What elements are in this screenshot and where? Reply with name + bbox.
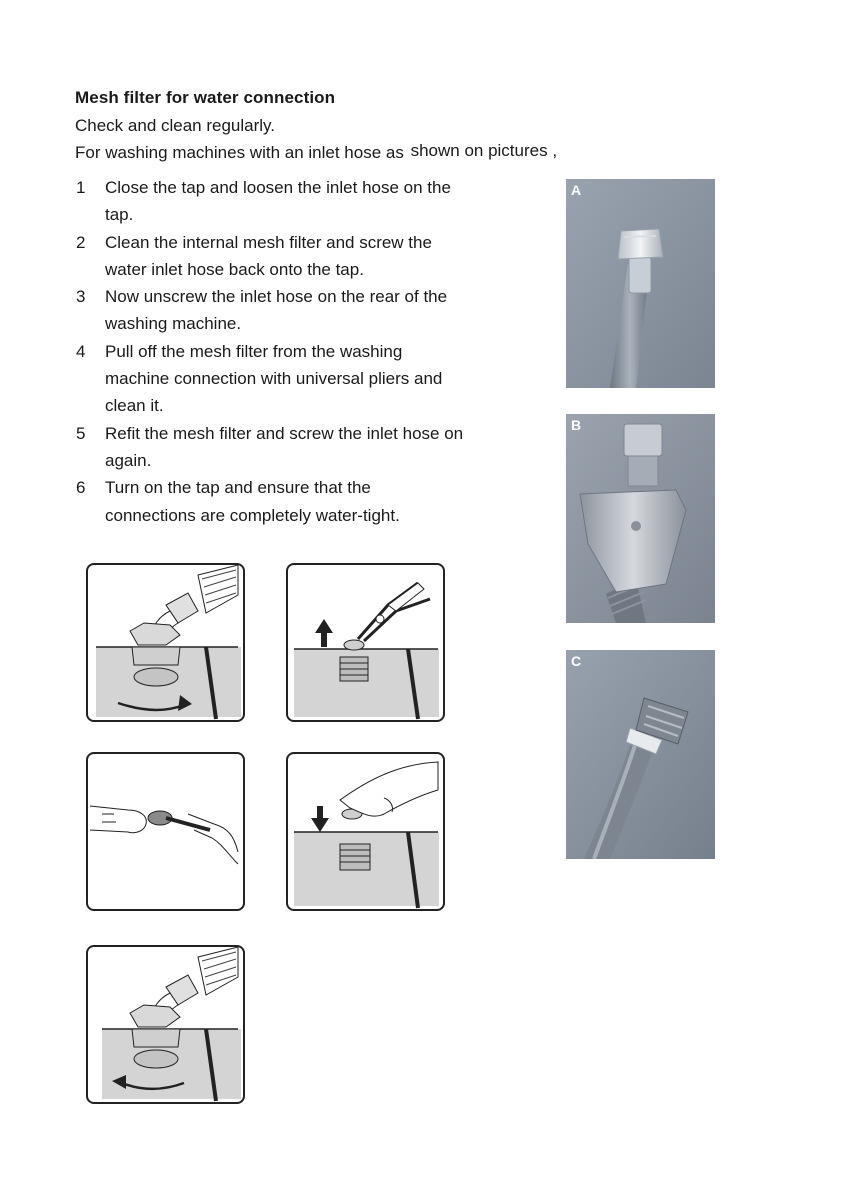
photo-label: C (571, 653, 582, 669)
photo-a (566, 179, 715, 388)
step-number: 2 (76, 232, 86, 252)
photo-b-image (566, 414, 715, 623)
step-number: 4 (76, 341, 86, 361)
refit-filter-drawing (288, 754, 443, 909)
step-item (76, 338, 476, 420)
step-item (76, 420, 476, 475)
instruction-steps (76, 174, 476, 529)
pliers-drawing (288, 565, 443, 720)
illustration-unscrew-hose (86, 563, 245, 722)
intro-washing-text (75, 143, 557, 163)
intro-washing-suffix: shown on pictures , (410, 141, 558, 160)
intro-check-text: Check and clean regularly. (75, 116, 276, 135)
step-text: Close the tap and loosen the inlet hose on the tap. (105, 178, 451, 225)
step-text: Pull off the mesh filter from the washing machine connection with universal pliers and clean it. (105, 341, 443, 416)
photo-label: B (571, 417, 582, 433)
illustration-refit-filter (286, 752, 445, 911)
screw-hose-drawing (88, 947, 243, 1102)
step-item (76, 229, 476, 284)
section-title: Mesh filter for water connection (75, 88, 336, 107)
step-text: Now unscrew the inlet hose on the rear of the washing machine. (105, 287, 448, 334)
intro-washing-main: For washing machines with an inlet hose as (75, 143, 404, 162)
photo-a-image (566, 179, 715, 388)
photo-b (566, 414, 715, 623)
step-item (76, 283, 476, 338)
step-item (76, 174, 476, 229)
clean-filter-drawing (88, 754, 243, 909)
photo-c-image (566, 650, 715, 859)
illustration-screw-hose (86, 945, 245, 1104)
step-item (76, 474, 476, 529)
photo-c (566, 650, 715, 859)
step-number: 5 (76, 423, 86, 443)
step-number: 6 (76, 478, 86, 498)
unscrew-hose-drawing (88, 565, 243, 720)
photo-label: A (571, 182, 582, 198)
step-text: Refit the mesh filter and screw the inlet hose on again. (105, 423, 464, 470)
step-text: Turn on the tap and ensure that the connections are completely water-tight. (105, 478, 400, 525)
step-text: Clean the internal mesh filter and screw the water inlet hose back onto the tap. (105, 232, 432, 279)
step-number: 1 (76, 178, 86, 197)
step-number: 3 (76, 287, 86, 307)
illustration-clean-filter (86, 752, 245, 911)
illustration-pliers-remove-filter (286, 563, 445, 722)
